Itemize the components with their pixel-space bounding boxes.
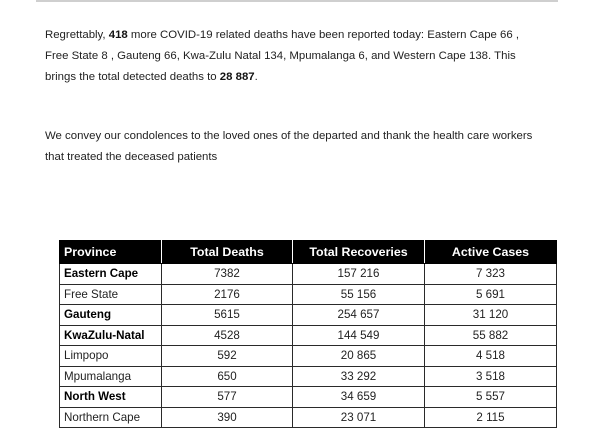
active-cell: 2 115 [425,407,557,428]
province-stats-table [59,240,557,428]
province-cell: North West [60,387,162,408]
table-row [60,325,557,346]
recoveries-cell: 33 292 [293,366,425,387]
recoveries-cell: 254 657 [293,305,425,326]
condolences-paragraph: We convey our condolences to the loved ones of the departed and thank the health care workers that treated the deceased patients [45,130,533,163]
recoveries-cell: 157 216 [293,264,425,285]
table-row [60,346,557,367]
active-cell: 3 518 [425,366,557,387]
deaths-cell: 577 [162,387,293,408]
table-row [60,407,557,428]
province-cell: Free State [60,284,162,305]
province-cell: Limpopo [60,346,162,367]
deaths-cell: 2176 [162,284,293,305]
header-province: Province [60,241,162,264]
recoveries-cell: 20 865 [293,346,425,367]
recoveries-cell: 23 071 [293,407,425,428]
deaths-cell: 4528 [162,325,293,346]
table-header-row [60,241,557,264]
province-cell: Northern Cape [60,407,162,428]
paragraph-end-punct: . [254,71,258,83]
header-total-recoveries: Total Recoveries [293,241,425,264]
deaths-cell: 650 [162,366,293,387]
table-row [60,264,557,285]
active-cell: 5 691 [425,284,557,305]
deaths-cell: 390 [162,407,293,428]
province-cell: Eastern Cape [60,264,162,285]
table-row [60,284,557,305]
province-cell: KwaZulu-Natal [60,325,162,346]
deaths-report-paragraph [45,25,545,88]
recoveries-cell: 55 156 [293,284,425,305]
deaths-cell: 7382 [162,264,293,285]
active-cell: 5 557 [425,387,557,408]
province-cell: Mpumalanga [60,366,162,387]
active-cell: 31 120 [425,305,557,326]
header-active-cases: Active Cases [425,241,557,264]
table-row [60,366,557,387]
header-total-deaths: Total Deaths [162,241,293,264]
deaths-cell: 592 [162,346,293,367]
province-cell: Gauteng [60,305,162,326]
table-row [60,387,557,408]
paragraph-intro-text: Regrettably, [45,29,109,41]
paragraph-provinces-text: more COVID-19 related deaths have been reported today: Eastern Cape 66 , Free State 8 , Gauteng 66, Kwa-Zulu Natal 134, Mpumalanga 6, and Western Cape 138. This brings the total detected deaths to [45,29,520,83]
active-cell: 55 882 [425,325,557,346]
active-cell: 7 323 [425,264,557,285]
recoveries-cell: 34 659 [293,387,425,408]
total-deaths-count: 28 887 [219,71,255,83]
table-row [60,305,557,326]
active-cell: 4 518 [425,346,557,367]
deaths-today-count: 418 [108,29,128,41]
recoveries-cell: 144 549 [293,325,425,346]
top-divider [36,0,558,2]
deaths-cell: 5615 [162,305,293,326]
